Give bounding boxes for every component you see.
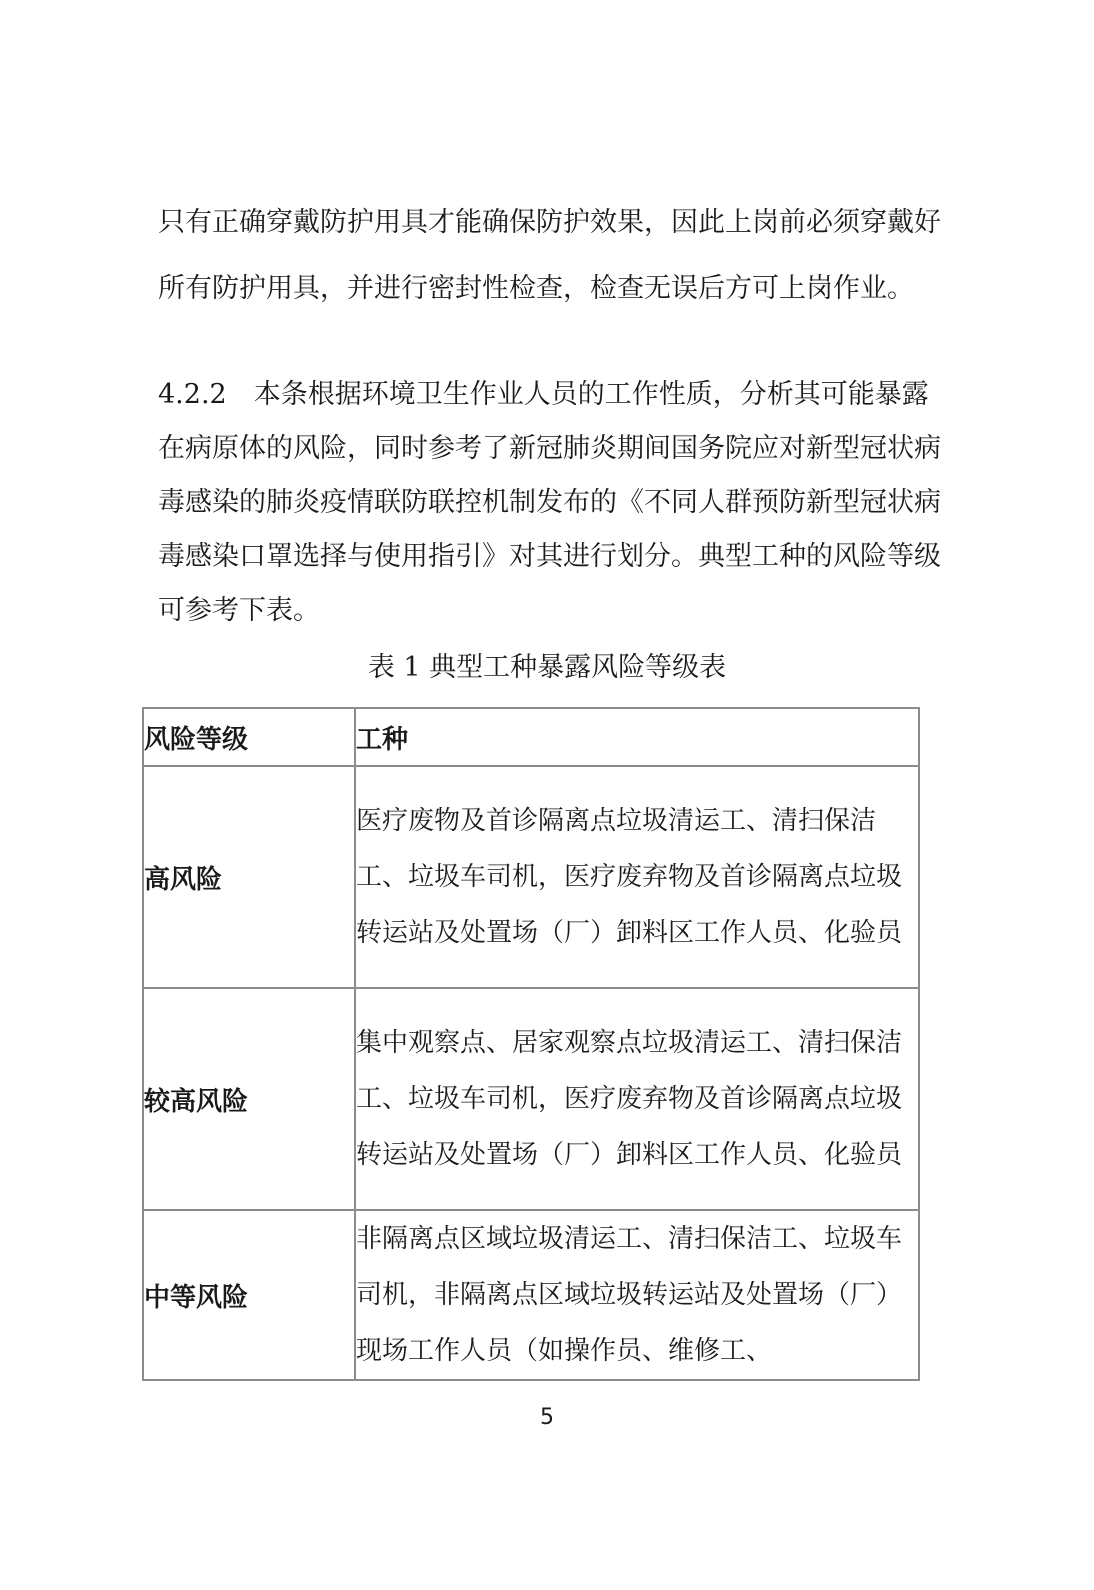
table-caption: 表 1 典型工种暴露风险等级表 xyxy=(367,652,727,683)
page-number: 5 xyxy=(540,1405,554,1430)
table-header-row xyxy=(143,708,919,766)
job-types-cell: 非隔离点区域垃圾清运工、清扫保洁工、垃圾车司机，非隔离点区域垃圾转运站及处置场（厂）现场工作人员（如操作员、维修工、 xyxy=(355,1210,919,1380)
body-paragraph-1: 只有正确穿戴防护用具才能确保防护效果，因此上岗前必须穿戴好所有防护用具，并进行密封性检查，检查无误后方可上岗作业。 xyxy=(158,207,941,304)
risk-level-cell: 较高风险 xyxy=(143,988,355,1210)
job-types-cell: 医疗废物及首诊隔离点垃圾清运工、清扫保洁工、垃圾车司机，医疗废弃物及首诊隔离点垃圾转运站及处置场（厂）卸料区工作人员、化验员 xyxy=(355,766,919,988)
risk-level-cell: 高风险 xyxy=(143,766,355,988)
body-paragraph-2: 4.2.2 本条根据环境卫生作业人员的工作性质，分析其可能暴露在病原体的风险，同时参考了新冠肺炎期间国务院应对新型冠状病毒感染的肺炎疫情联防联控机制发布的《不同人群预防新型冠状病毒感染口罩选择与使用指引》对其进行划分。典型工种的风险等级可参考下表。 xyxy=(158,379,941,626)
header-job-type: 工种 xyxy=(355,708,919,766)
header-risk-level: 风险等级 xyxy=(143,708,355,766)
job-types-cell: 集中观察点、居家观察点垃圾清运工、清扫保洁工、垃圾车司机，医疗废弃物及首诊隔离点垃圾转运站及处置场（厂）卸料区工作人员、化验员 xyxy=(355,988,919,1210)
table-row xyxy=(143,1210,919,1380)
table-row xyxy=(143,988,919,1210)
risk-level-cell: 中等风险 xyxy=(143,1210,355,1380)
risk-level-table xyxy=(142,707,920,1381)
table-row xyxy=(143,766,919,988)
